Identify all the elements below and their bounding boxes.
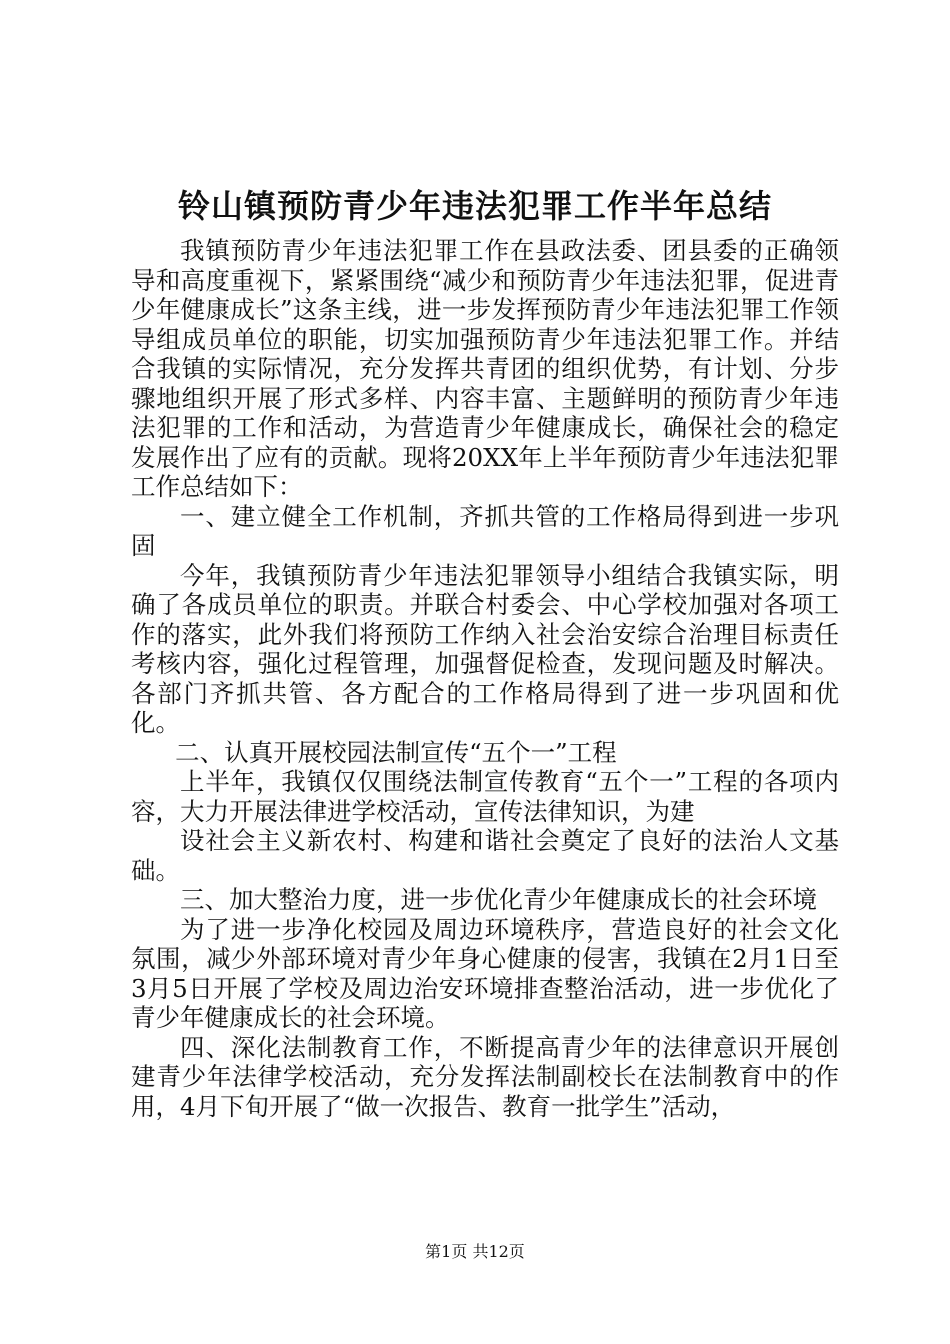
- section-heading-4: 四、深化法制教育工作，不断提高青少年的法律意识开展创建青少年法律学校活动，充分发挥法制副校长在法制教育中的作用，4月下旬开展了“做一次报告、教育一批学生”活动，: [131, 1032, 839, 1121]
- section-heading-1: 一、建立健全工作机制，齐抓共管的工作格局得到进一步巩固: [131, 501, 839, 560]
- paragraph-section-2b: 设社会主义新农村、构建和谐社会奠定了良好的法治人文基础。: [131, 826, 839, 885]
- paragraph-section-1: 今年，我镇预防青少年违法犯罪领导小组结合我镇实际，明确了各成员单位的职责。并联合村委会、中心学校加强对各项工作的落实，此外我们将预防工作纳入社会治安综合治理目标责任考核内容，强化过程管理，加强督促检查，发现问题及时解决。各部门齐抓共管、各方配合的工作格局得到了进一步巩固和优化。: [131, 560, 839, 737]
- paragraph-section-3: 为了进一步净化校园及周边环境秩序，营造良好的社会文化氛围，减少外部环境对青少年身心健康的侵害，我镇在2月1日至3月5日开展了学校及周边治安环境排查整治活动，进一步优化了青少年健康成长的社会环境。: [131, 914, 839, 1032]
- page-footer: 第1页 共12页: [425, 1242, 525, 1261]
- paragraph-section-2a: 上半年，我镇仅仅围绕法制宣传教育“五个一”工程的各项内容，大力开展法律进学校活动，宣传法律知识，为建: [131, 767, 839, 826]
- document-title: 铃山镇预防青少年违法犯罪工作半年总结: [177, 187, 772, 225]
- section-heading-3: 三、加大整治力度，进一步优化青少年健康成长的社会环境: [180, 885, 817, 914]
- section-heading-2: 二、认真开展校园法制宣传“五个一”工程: [175, 737, 617, 767]
- document-body: [131, 236, 839, 1121]
- paragraph-intro: 我镇预防青少年违法犯罪工作在县政法委、团县委的正确领导和高度重视下，紧紧围绕“减少和预防青少年违法犯罪，促进青少年健康成长”这条主线，进一步发挥预防青少年违法犯罪工作领导组成员单位的职能，切实加强预防青少年违法犯罪工作。并结合我镇的实际情况，充分发挥共青团的组织优势，有计划、分步骤地组织开展了形式多样、内容丰富、主题鲜明的预防青少年违法犯罪的工作和活动，为营造青少年健康成长，确保社会的稳定发展作出了应有的贡献。现将20XX年上半年预防青少年违法犯罪工作总结如下：: [131, 236, 839, 501]
